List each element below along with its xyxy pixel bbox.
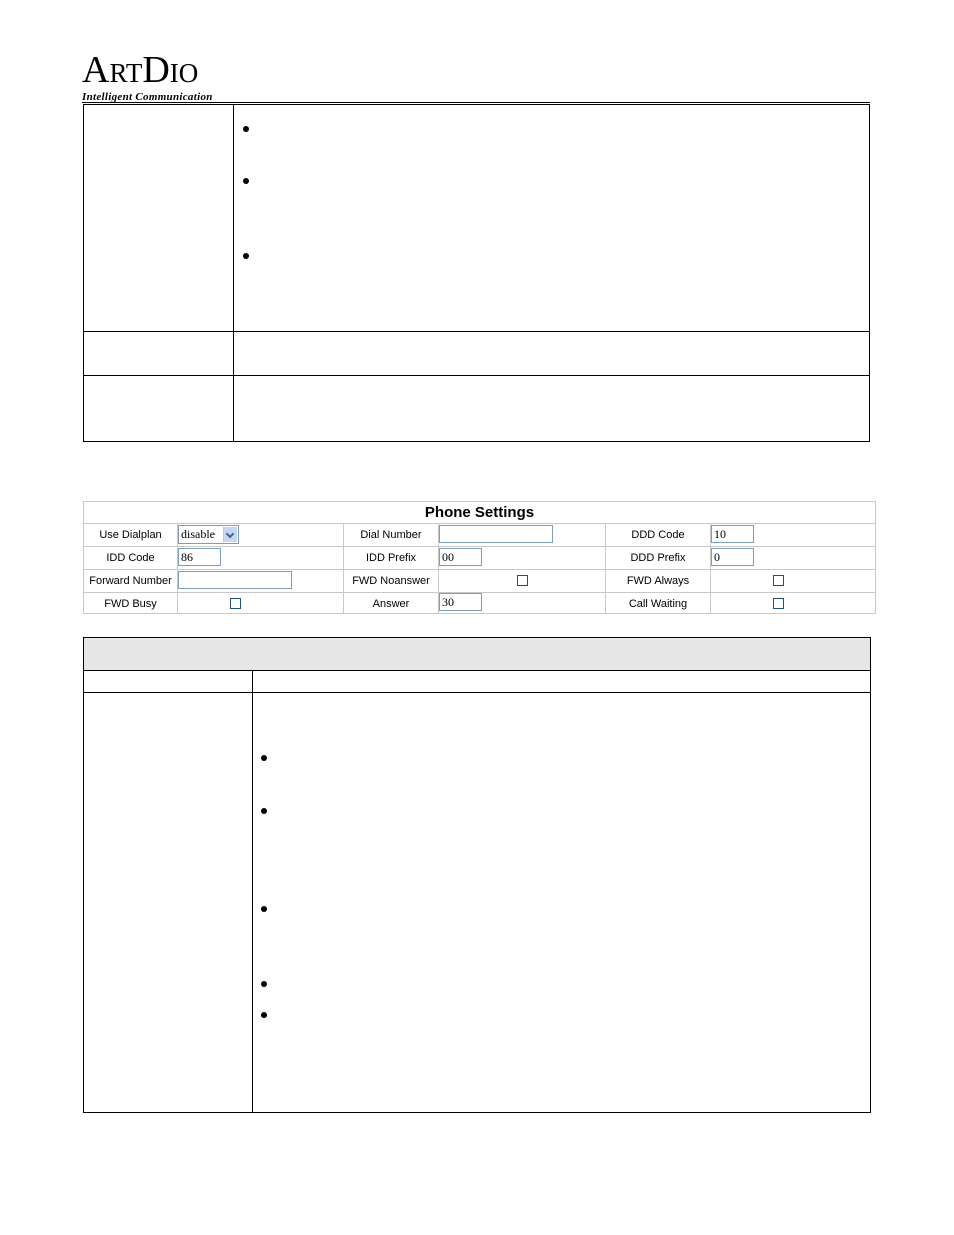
bullet-icon: [261, 1012, 267, 1018]
idd-prefix-label: IDD Prefix: [365, 552, 417, 564]
ddd-code-input[interactable]: 10: [711, 525, 754, 543]
fwd-busy-checkbox[interactable]: [230, 598, 241, 609]
top-table-column-divider: [233, 104, 234, 442]
fwd-always-label: FWD Always: [626, 575, 690, 587]
dial-number-input[interactable]: [439, 525, 553, 543]
forward-number-input[interactable]: [178, 571, 292, 589]
fwd-noanswer-checkbox[interactable]: [517, 575, 528, 586]
use-dialplan-label: Use Dialplan: [99, 529, 162, 541]
answer-label: Answer: [372, 598, 410, 610]
idd-prefix-input[interactable]: 00: [439, 548, 482, 566]
ddd-prefix-label: DDD Prefix: [630, 552, 686, 564]
bottom-table-row-divider: [83, 670, 871, 671]
use-dialplan-select[interactable]: [178, 525, 239, 544]
bottom-table-row-divider: [83, 692, 871, 693]
chevron-down-icon[interactable]: [223, 527, 237, 542]
fwd-busy-label: FWD Busy: [104, 598, 157, 610]
bullet-icon: [261, 906, 267, 912]
bottom-table-column-divider: [252, 670, 253, 1113]
grid-line: [84, 546, 875, 547]
bullet-icon: [243, 178, 249, 184]
use-dialplan-value: disable: [181, 527, 215, 541]
artdio-logo: [82, 49, 222, 103]
top-description-table: [83, 104, 870, 442]
bullet-icon: [243, 253, 249, 259]
dial-number-label: Dial Number: [360, 529, 422, 541]
bullet-icon: [261, 981, 267, 987]
bottom-description-table: [83, 637, 871, 1113]
ddd-prefix-input[interactable]: 0: [711, 548, 754, 566]
phone-settings-title: Phone Settings: [424, 504, 535, 521]
call-waiting-label: Call Waiting: [628, 598, 688, 610]
phone-settings-panel: [83, 501, 876, 614]
bullet-icon: [261, 755, 267, 761]
logo-wordmark: ARTDIO: [82, 49, 199, 91]
ddd-code-label: DDD Code: [631, 529, 685, 541]
bullet-icon: [243, 126, 249, 132]
idd-code-label: IDD Code: [106, 552, 155, 564]
idd-code-input[interactable]: 86: [178, 548, 221, 566]
fwd-noanswer-label: FWD Noanswer: [352, 575, 430, 587]
call-waiting-checkbox[interactable]: [773, 598, 784, 609]
answer-input[interactable]: 30: [439, 593, 482, 611]
forward-number-label: Forward Number: [89, 575, 172, 587]
logo-tagline: Intelligent Communication: [82, 91, 213, 103]
top-table-row-divider: [83, 375, 870, 376]
grid-line: [84, 569, 875, 570]
top-table-row-divider: [83, 331, 870, 332]
bullet-icon: [261, 808, 267, 814]
grid-line: [84, 523, 875, 524]
fwd-always-checkbox[interactable]: [773, 575, 784, 586]
header-rule: [82, 102, 870, 103]
